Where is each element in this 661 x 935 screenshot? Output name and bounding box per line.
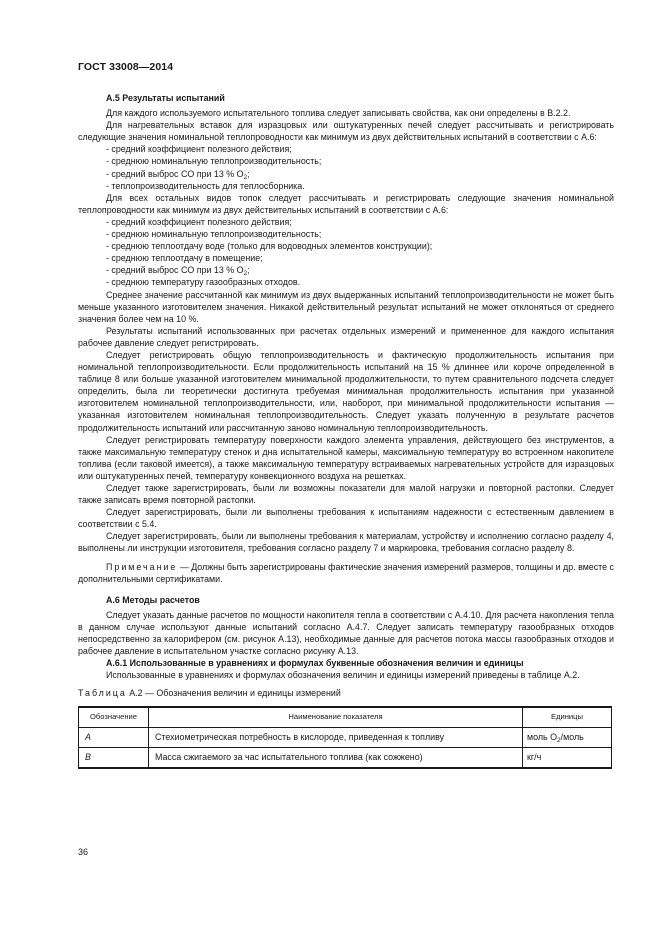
- table-header-row: [79, 707, 612, 728]
- section-heading: А.6 Методы расчетов: [106, 594, 200, 605]
- list-item: - среднюю номинальную теплопроизводительность;: [106, 229, 322, 240]
- paragraph: Следует также зарегистрировать, были ли возможны показатели для малой нагрузки и повторной растопки. Следует также записать время повторной растопки.: [78, 483, 614, 506]
- name-cell: Масса сжигаемого за час испытательного топлива (как сожжено): [149, 747, 523, 768]
- list-item: - среднюю номинальную теплопроизводительность;: [106, 156, 322, 167]
- paragraph: Следует зарегистрировать, были ли выполнены требования к испытаниям надежности с естественным давлением в соответствии с 5.4.: [78, 507, 614, 530]
- subsection-heading: А.6.1 Использованные в уравнениях и формулах буквенные обозначения величин и единицы: [106, 658, 524, 669]
- list-item: - средний коэффициент полезного действия;: [106, 216, 292, 227]
- paragraph: Следует указать данные расчетов по мощности накопителя тепла в соответствии с А.4.10. Для расчета накопления тепла в данном случае используют данные испытаний согласно А.4.7. Следует записать температуру газообразных отходов непосредственно за калорифером (см. рисунок А.13), необходимые данные для расчетов потока массы газообразных отходов и рабочее давление в испытательном участке согласно рисунку А.13.: [78, 609, 614, 657]
- list-item: - средний выброс CO при 13 % $O_2$;: [106, 265, 250, 278]
- paragraph: Следует регистрировать общую теплопроизводительность и фактическую продолжительность испытания при номинальной теплопроизводительности. Если продолжительность испытаний на 15 % длиннее или короче определенной в таблице 8 или больше указанной изготовителем минимальной продолжительности, то путем сравнительного подсчета следует определить, была ли теоретически достигнута требуемая минимальная продолжительность испытания при указанной изготовителем номинальной теплопроизводительности, или, наоборот, при минимальной продолжительности испытания — указанная изготовителем номинальная теплопроизводительность. Следует указать полученную в результате расчетов продолжительность испытаний или рассчитанную заново номинальную теплопроизводительность.: [78, 349, 614, 433]
- paragraph: Следует зарегистрировать, были ли выполнены требования к материалам, устройству и исполнению согласно разделу 4, выполнены ли инструкции изготовителя, требования согласно разделу 7 и маркировка, требования согласно разделу 8.: [78, 531, 614, 554]
- note: [78, 561, 614, 585]
- list-item: - среднюю теплоотдачу воде (только для водоводных элементов конструкции);: [106, 241, 433, 252]
- note-text: — Должны быть зарегистрированы фактические значения измерений размеров, толщины и др. вместе с дополнительными сертификатами.: [78, 561, 614, 584]
- unit-cell: кг/ч: [523, 747, 612, 768]
- symbols-table: [78, 706, 612, 769]
- paragraph: Использованные в уравнениях и формулах обозначения величин и единицы измерений приведены в таблице А.2.: [106, 670, 580, 681]
- table-caption-text: А.2 — Обозначения величин и единицы измерений: [126, 688, 341, 699]
- name-cell: Стехиометрическая потребность в кислороде, приведенная к топливу: [149, 727, 523, 747]
- column-header: Наименование показателя: [149, 707, 523, 728]
- column-header: Обозначение: [79, 707, 149, 728]
- list-item: - среднюю температуру газообразных отходов.: [106, 277, 301, 288]
- paragraph: Для нагревательных вставок для изразцовых или оштукатуренных печей следует рассчитывать и регистрировать следующие значения номинальной теплопроводности как минимум из двух действительных испытаний в соответствии с А.6:: [78, 120, 614, 143]
- symbol-cell: A: [79, 727, 149, 747]
- paragraph: Для всех остальных видов топок следует рассчитывать и регистрировать следующие значения номинальной теплопроводности как минимум из двух действительных испытаний в соответствии с А.6:: [78, 192, 614, 215]
- column-header: Единицы: [523, 707, 612, 728]
- document-header: ГОСТ 33008—2014: [78, 61, 174, 73]
- page-number: 36: [78, 847, 89, 857]
- table-caption-label: Таблица: [78, 688, 127, 699]
- symbol-cell: B: [79, 747, 149, 768]
- paragraph: Среднее значение рассчитанной как минимум из двух выдержанных испытаний теплопроизводительности не может быть меньше указанного изготовителем значения. Никакой действительный результат испытаний не может отклоняться от среднего значения более чем на 10 %.: [78, 289, 614, 324]
- table-caption: [78, 687, 614, 699]
- section-heading: А.5 Результаты испытаний: [106, 93, 225, 103]
- paragraph: Следует регистрировать температуру поверхности каждого элемента управления, действующего без инструментов, а также максимальную температуру стенок и дна испытательной камеры, максимальную температуру во встроенном накопителе топлива (если таковой имеется), а также максимальную температуру встраиваемых нагревательных устройств для изразцовых или оштукатуренных печей, температуру конвекционного воздуха на решетках.: [78, 434, 614, 481]
- table-row: [79, 747, 612, 768]
- unit-cell: моль $O_2$/моль: [523, 727, 612, 747]
- list-item: - средний выброс CO при 13 % $O_2$;: [106, 168, 250, 181]
- list-item: - теплопроизводительность для теплосборника.: [106, 180, 305, 191]
- table-row: [79, 727, 612, 747]
- document-body: [78, 92, 614, 769]
- list-item: - среднюю теплоотдачу в помещение;: [106, 253, 263, 264]
- paragraph: Результаты испытаний использованных при расчетах отдельных измерений и примененное для каждого испытания рабочее давление следует регистрировать.: [78, 325, 614, 348]
- paragraph: Для каждого используемого испытательного топлива следует записывать свойства, как они определены в В.2.2.: [106, 108, 571, 119]
- note-label: Примечание: [106, 561, 178, 572]
- list-item: - средний коэффициент полезного действия;: [106, 144, 292, 155]
